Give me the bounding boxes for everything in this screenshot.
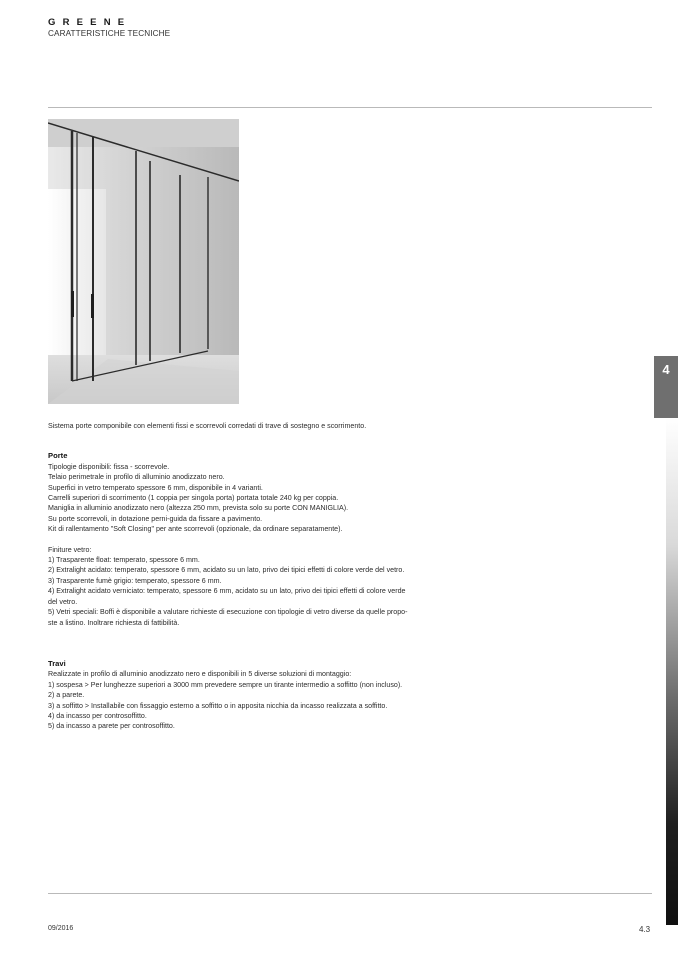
porte-line: Carrelli superiori di scorrimento (1 coppia per singola porta) portata totale 240 kg per coppia. — [48, 494, 339, 503]
footer-divider — [48, 893, 652, 894]
spec-text — [48, 421, 466, 732]
footer-date: 09/2016 — [48, 925, 74, 932]
finiture-line: 1) Trasparente float: temperato, spessore 6 mm. — [48, 556, 200, 565]
travi-line: 4) da incasso per controsoffitto. — [48, 711, 147, 720]
travi-line: 5) da incasso a parete per controsoffitto. — [48, 722, 175, 731]
finiture-line: 2) Extralight acidato: temperato, spessore 6 mm, acidato su un lato, privo dei tipici effetti di colore verde del vetro. — [48, 566, 405, 575]
porte-line: Kit di rallentamento "Soft Closing" per ante scorrevoli (opzionale, da ordinare separatamente). — [48, 525, 343, 534]
finiture-line: del vetro. — [48, 597, 78, 606]
travi-line: 3) a soffitto > Installabile con fissaggio esterno a soffitto o in apposita nicchia da incasso realizzata a soffitto. — [48, 701, 388, 710]
travi-line: Realizzate in profilo di alluminio anodizzato nero e disponibili in 5 diverse soluzioni di montaggio: — [48, 670, 352, 679]
chapter-tab: 4 — [654, 356, 678, 418]
finiture-line: 5) Vetri speciali: Boffi è disponibile a valutare richieste di esecuzione con tipologie di vetro diverse da quelle propo- — [48, 608, 408, 617]
header-divider — [48, 107, 652, 108]
section-subtitle: CARATTERISTICHE TECNICHE — [48, 29, 171, 38]
porte-heading: Porte — [48, 451, 68, 461]
finiture-line: 3) Trasparente fumè grigio: temperato, spessore 6 mm. — [48, 576, 222, 585]
brand-name: GREENE — [48, 17, 132, 28]
porte-line: Tipologie disponibili: fissa - scorrevole. — [48, 462, 170, 471]
porte-line: Telaio perimetrale in profilo di alluminio anodizzato nero. — [48, 473, 225, 482]
sliding-glass-doors-photo — [48, 119, 239, 404]
travi-line: 2) a parete. — [48, 691, 85, 700]
finiture-line: ste a listino. Inoltrare richiesta di fattibilità. — [48, 618, 180, 627]
finiture-heading: Finiture vetro: — [48, 545, 92, 554]
sidebar-gradient-bar — [666, 418, 678, 925]
porte-line: Su porte scorrevoli, in dotazione perni-guida da fissare a pavimento. — [48, 514, 263, 523]
product-photo — [48, 119, 239, 404]
porte-line: Superfici in vetro temperato spessore 6 mm, disponibile in 4 varianti. — [48, 483, 263, 492]
porte-line: Maniglia in alluminio anodizzato nero (altezza 250 mm, prevista solo su porte CON MANIGLIA). — [48, 504, 349, 513]
finiture-line: 4) Extralight acidato verniciato: temperato, spessore 6 mm, acidato su un lato, privo dei tipici effetti di colore verde — [48, 587, 406, 596]
travi-heading: Travi — [48, 658, 66, 668]
travi-line: 1) sospesa > Per lunghezze superiori a 3000 mm prevedere sempre un tirante intermedio a soffitto (non incluso). — [48, 680, 403, 689]
page-number: 4.3 — [639, 925, 651, 934]
intro-paragraph: Sistema porte componibile con elementi fissi e scorrevoli corredati di trave di sostegno e scorrimento. — [48, 422, 367, 430]
